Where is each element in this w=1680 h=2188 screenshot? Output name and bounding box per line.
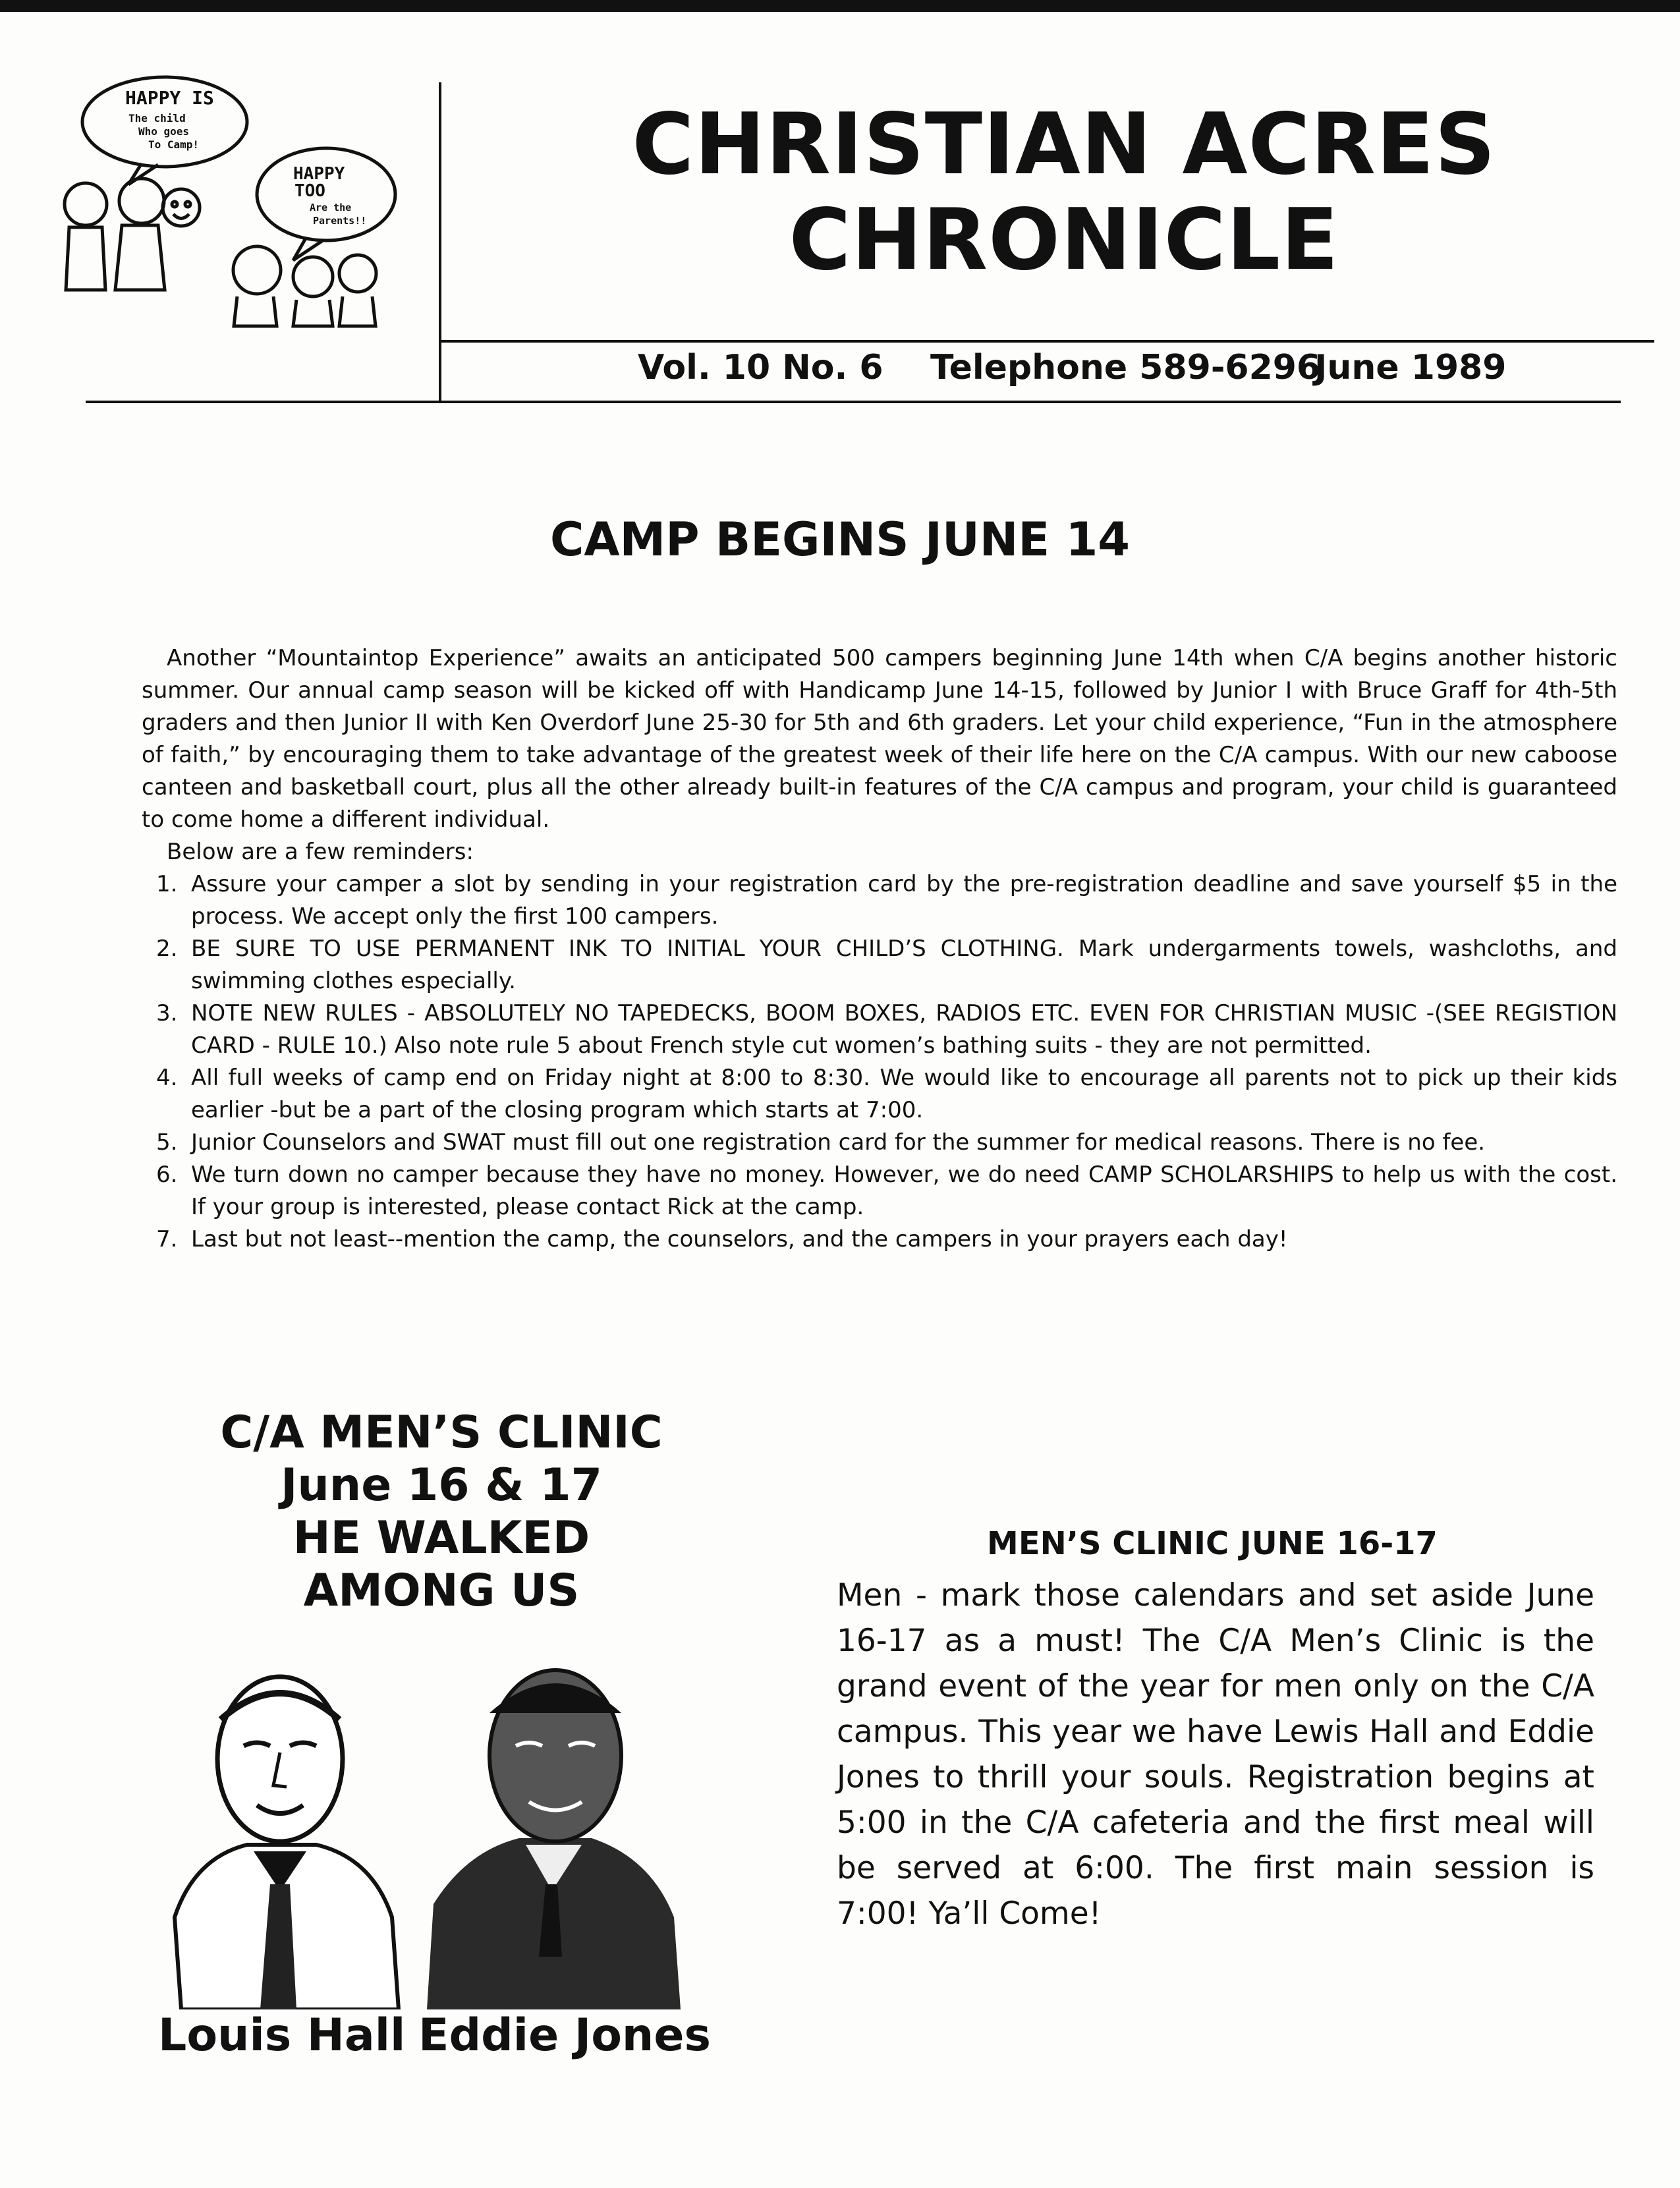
bubble2-line2: Parents!! — [313, 215, 367, 227]
clinic-article-headline: MEN’S CLINIC JUNE 16-17 — [987, 1525, 1438, 1562]
caption-louis-hall: Louis Hall — [158, 2009, 406, 2062]
reminders-intro: Below are a few reminders: — [167, 839, 474, 865]
bubble1-line2: Who goes — [138, 125, 190, 138]
list-item: 2. BE SURE TO USE PERMANENT INK TO INITIAL YOUR CHILD’S CLOTHING. Mark undergarments towels, washcloths, and swimming clothes especially. — [156, 936, 1617, 994]
list-item: 3. NOTE NEW RULES - ABSOLUTELY NO TAPEDECKS, BOOM BOXES, RADIOS ETC. EVEN FOR CHRISTIAN MUSIC -(SEE REGISTION CARD - RULE 10.) Also note rule 5 about French style cut women’s bathing suits - they are not permitted. — [156, 1000, 1617, 1059]
bubble1-line3: To Camp! — [148, 138, 200, 151]
masthead-rule-bottom — [86, 401, 1621, 403]
clinic-article-body: Men - mark those calendars and set aside June 16-17 as a must! The C/A Men’s Clinic is the grand event of the year for men only on the C/A campus. This year we have Lewis Hall and Eddie Jones to thrill your souls. Registration begins at 5:00 in the C/A cafeteria and the first meal will be served at 6:00. The first main session is 7:00! Ya’ll Come! — [837, 1577, 1594, 1932]
list-item: 1. Assure your camper a slot by sending in your registration card by the pre-registration deadline and save yourself $5 in the process. We accept only the first 100 campers. — [156, 871, 1617, 930]
caption-eddie-jones: Eddie Jones — [418, 2009, 711, 2062]
masthead-title-line2: CHRONICLE — [789, 191, 1339, 289]
bubble2-heading1: HAPPY — [293, 164, 345, 184]
camp-headline: CAMP BEGINS JUNE 14 — [550, 513, 1130, 567]
list-item: 7. Last but not least--mention the camp, the counselors, and the campers in your prayers each day! — [156, 1226, 1288, 1252]
top-border — [0, 0, 1680, 12]
volume-number: Vol. 10 No. 6 — [638, 348, 883, 387]
clinic-ad-title: C/A MEN’S CLINIC June 16 & 17 HE WALKED AMONG US — [220, 1407, 663, 1617]
camp-article-body — [142, 642, 1617, 1256]
camp-cartoon-logo — [49, 72, 418, 329]
portrait-photo-eddie-jones — [420, 1641, 684, 2009]
portrait-photo-louis-hall — [155, 1641, 408, 2009]
list-item: 6. We turn down no camper because they have no money. However, we do need CAMP SCHOLARSHIPS to help us with the cost. If your group is interested, please contact Rick at the camp. — [156, 1162, 1617, 1220]
list-item: 5. Junior Counselors and SWAT must fill out one registration card for the summer for medical reasons. There is no fee. — [156, 1129, 1486, 1156]
issue-date: June 1989 — [1314, 348, 1507, 387]
bubble2-line1: Are the — [310, 202, 352, 213]
list-item: 4. All full weeks of camp end on Friday night at 8:00 to 8:30. We would like to encourage all parents not to pick up their kids earlier -but be a part of the closing program which starts at 7:00. — [156, 1065, 1617, 1123]
masthead-rule-top — [439, 340, 1654, 343]
masthead-title-line1: CHRISTIAN ACRES — [632, 96, 1496, 194]
masthead-vertical-rule — [439, 82, 441, 402]
reminders-list — [142, 868, 1617, 1256]
bubble2-heading2: TOO — [294, 181, 325, 201]
camp-paragraph: Another “Mountaintop Experience” awaits an anticipated 500 campers beginning June 14th when C/A begins another historic summer. Our annual camp season will be kicked off with Handicamp June 14-15, followed by Junior I with Bruce Graff for 4th-5th graders and then Junior II with Ken Overdorf June 25-30 for 5th and 6th graders. Let your child experience, “Fun in the atmosphere of faith,” by encouraging them to take advantage of the greatest week of their life here on the C/A campus. With our new caboose canteen and basketball court, plus all the other already built-in features of the C/A campus and program, your child is guaranteed to come home a different individual. — [142, 645, 1617, 833]
bubble1-line1: The child — [128, 112, 186, 125]
telephone-number: Telephone 589-6296 — [930, 348, 1321, 387]
bubble1-heading: HAPPY IS — [125, 87, 214, 109]
